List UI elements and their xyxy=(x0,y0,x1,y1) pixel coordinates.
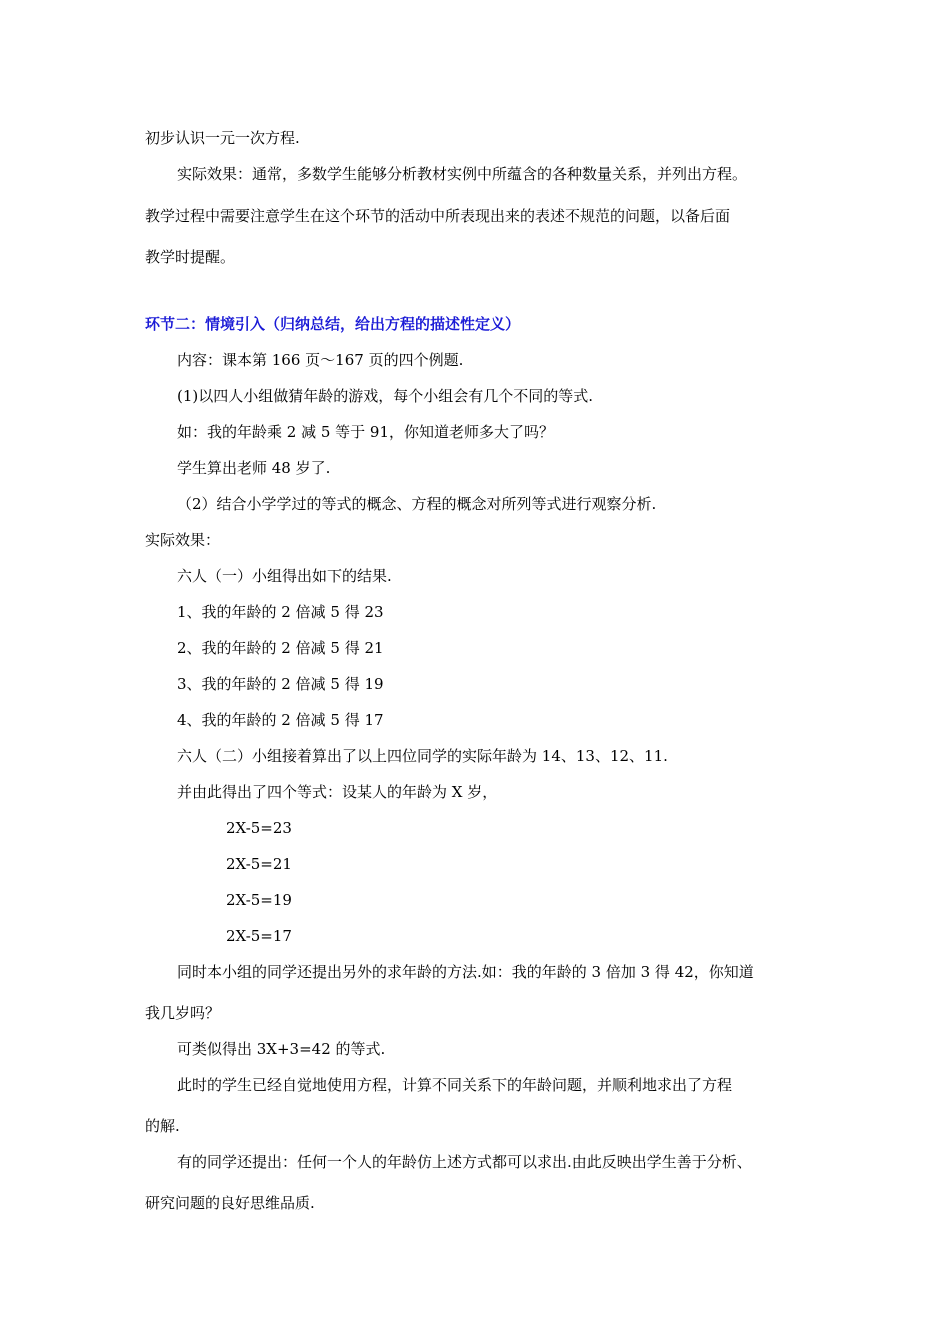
paragraph-line: 的解. xyxy=(145,1117,180,1135)
result-line: 4、我的年龄的 2 倍减 5 得 17 xyxy=(177,711,384,729)
paragraph-line: 可类似得出 3X+3=42 的等式. xyxy=(177,1040,386,1058)
result-line: 3、我的年龄的 2 倍减 5 得 19 xyxy=(177,675,384,693)
section-heading: 环节二：情境引入（归纳总结，给出方程的描述性定义） xyxy=(145,315,521,333)
paragraph-line: 初步认识一元一次方程. xyxy=(145,129,300,147)
result-line: 1、我的年龄的 2 倍减 5 得 23 xyxy=(177,603,384,621)
paragraph-line: 同时本小组的同学还提出另外的求年龄的方法.如：我的年龄的 3 倍加 3 得 42，你知道 xyxy=(177,963,754,981)
effect-label: 实际效果： xyxy=(145,531,221,549)
paragraph-line: 实际效果：通常，多数学生能够分析教材实例中所蕴含的各种数量关系，并列出方程。 xyxy=(177,165,748,183)
paragraph-line: 我几岁吗？ xyxy=(145,1004,221,1022)
equation: 2X-5=21 xyxy=(226,855,292,873)
paragraph-line: 有的同学还提出：任何一个人的年龄仿上述方式都可以求出.由此反映出学生善于分析、 xyxy=(177,1153,752,1171)
paragraph-line: 教学时提醒。 xyxy=(145,248,236,266)
answer-line: 学生算出老师 48 岁了. xyxy=(177,459,331,477)
equation: 2X-5=23 xyxy=(226,819,292,837)
equation: 2X-5=19 xyxy=(226,891,292,909)
list-item: (1)以四人小组做猜年龄的游戏，每个小组会有几个不同的等式. xyxy=(177,387,594,405)
group-intro: 六人（二）小组接着算出了以上四位同学的实际年龄为 14、13、12、11. xyxy=(177,747,668,765)
equation: 2X-5=17 xyxy=(226,927,292,945)
content-line: 内容：课本第 166 页～167 页的四个例题. xyxy=(177,351,464,369)
group-intro: 六人（一）小组得出如下的结果. xyxy=(177,567,392,585)
paragraph-line: 教学过程中需要注意学生在这个环节的活动中所表现出来的表述不规范的问题，以备后面 xyxy=(145,207,731,225)
list-item: （2）结合小学学过的等式的概念、方程的概念对所列等式进行观察分析. xyxy=(177,495,657,513)
result-line: 2、我的年龄的 2 倍减 5 得 21 xyxy=(177,639,384,657)
paragraph-line: 此时的学生已经自觉地使用方程，计算不同关系下的年龄问题，并顺利地求出了方程 xyxy=(177,1076,733,1094)
derive-line: 并由此得出了四个等式：设某人的年龄为 X 岁， xyxy=(177,783,498,801)
example-line: 如：我的年龄乘 2 减 5 等于 91，你知道老师多大了吗？ xyxy=(177,423,555,441)
paragraph-line: 研究问题的良好思维品质. xyxy=(145,1194,315,1212)
